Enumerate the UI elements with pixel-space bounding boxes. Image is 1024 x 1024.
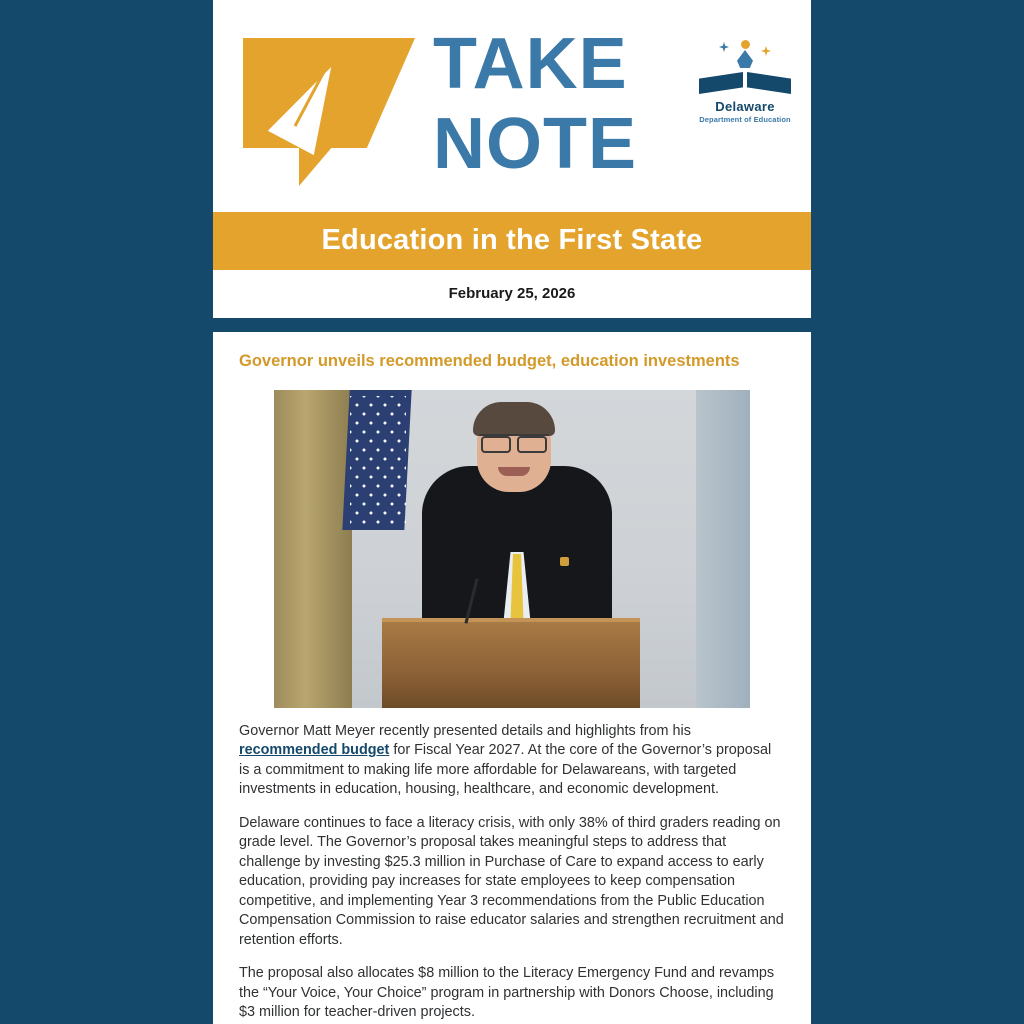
masthead bbox=[213, 0, 811, 212]
wordmark-line-note: NOTE bbox=[433, 104, 638, 184]
newsletter-body bbox=[213, 0, 811, 1024]
doe-agency-name: Delaware bbox=[715, 99, 775, 114]
doe-seal-icon bbox=[697, 40, 793, 98]
paragraph-1-text-after-link: for Fiscal Year 2027. At the core of the Governor’s proposal is a commitment to making life more affordable for Delawareans, with targeted investments in education, housing, healthcare, and economic development. bbox=[239, 742, 772, 798]
recommended-budget-link[interactable]: recommended budget bbox=[239, 742, 390, 759]
article-paragraph-1 bbox=[239, 722, 785, 800]
article-paragraph-3: The proposal also allocates $8 million to the Literacy Emergency Fund and revamps the “Your Voice, Your Choice” program in partnership with Donors Choose, including $3 million for teacher-driven projects. bbox=[239, 965, 775, 1021]
article-section bbox=[213, 332, 811, 1024]
delaware-doe-logo bbox=[693, 40, 797, 124]
logo-row bbox=[213, 8, 811, 212]
speech-bubble-pencil-icon bbox=[243, 38, 415, 162]
issue-date: February 25, 2026 bbox=[213, 270, 811, 318]
article-paragraph-2: Delaware continues to face a literacy crisis, with only 38% of third graders reading on grade level. The Governor’s proposal takes meaningful steps to address that challenge by investing $25.3 million in Purchase of Care to expand access to early education, providing pay increases for state employees to keep compensation competitive, and implementing Year 3 recommendations from the Public Education Compensation Commission to raise educator salaries and strengthen recruitment and retention efforts. bbox=[239, 814, 784, 948]
article-headline: Governor unveils recommended budget, education investments bbox=[239, 352, 740, 370]
article-body bbox=[239, 722, 785, 1023]
take-note-wordmark bbox=[415, 24, 693, 184]
wordmark-line-take: TAKE bbox=[433, 24, 628, 104]
paragraph-1-text-before-link: Governor Matt Meyer recently presented details and highlights from his bbox=[239, 722, 691, 739]
section-divider bbox=[213, 318, 811, 332]
article-photo bbox=[274, 390, 750, 708]
doe-agency-subtitle: Department of Education bbox=[699, 115, 791, 124]
banner-title: Education in the First State bbox=[213, 212, 811, 270]
